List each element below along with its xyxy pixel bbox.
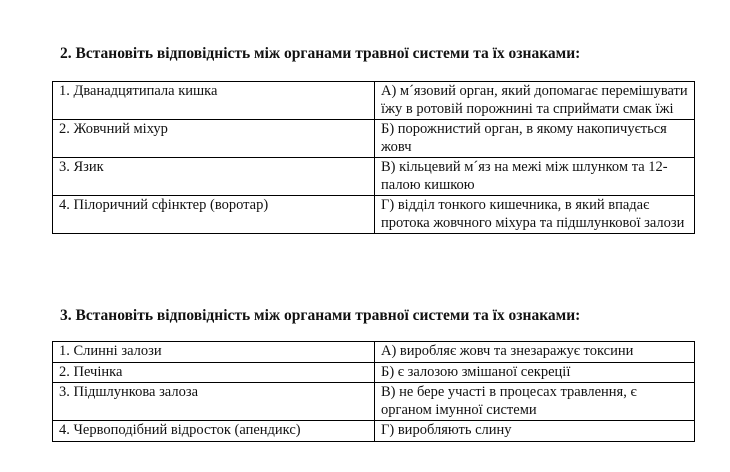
organ-cell: 4. Червоподібний відросток (апендикс) — [53, 421, 375, 442]
table-row — [53, 158, 695, 196]
feature-cell: Г) виробляють слину — [375, 421, 695, 442]
feature-cell: Б) порожнистий орган, в якому накопичується жовч — [375, 120, 695, 158]
organ-cell: 1. Дванадцятипала кишка — [53, 82, 375, 120]
feature-cell: В) не бере участі в процесах травлення, є органом імунної системи — [375, 383, 695, 421]
organ-cell: 2. Печінка — [53, 362, 375, 383]
task-2-matching-table — [52, 81, 695, 234]
table-row — [53, 421, 695, 442]
feature-cell: В) кільцевий м´яз на межі між шлунком та 12-палою кишкою — [375, 158, 695, 196]
feature-cell: А) м´язовий орган, який допомагає перемішувати їжу в ротовій порожнині та сприймати смак їжі — [375, 82, 695, 120]
table-row — [53, 383, 695, 421]
table-row — [53, 196, 695, 234]
feature-cell: Г) відділ тонкого кишечника, в який впадає протока жовчного міхура та підшлункової залози — [375, 196, 695, 234]
table-row — [53, 342, 695, 363]
organ-cell: 3. Язик — [53, 158, 375, 196]
table-row — [53, 120, 695, 158]
feature-cell: А) виробляє жовч та знезаражує токсини — [375, 342, 695, 363]
organ-cell: 2. Жовчний міхур — [53, 120, 375, 158]
task-2-heading: 2. Встановіть відповідність між органами травної системи та їх ознаками: — [60, 45, 581, 62]
table-row — [53, 82, 695, 120]
organ-cell: 4. Пілоричний сфінктер (воротар) — [53, 196, 375, 234]
task-3-matching-table — [52, 341, 695, 442]
organ-cell: 3. Підшлункова залоза — [53, 383, 375, 421]
feature-cell: Б) є залозою змішаної секреції — [375, 362, 695, 383]
table-row — [53, 362, 695, 383]
organ-cell: 1. Слинні залози — [53, 342, 375, 363]
task-3-heading: 3. Встановіть відповідність між органами травної системи та їх ознаками: — [60, 307, 581, 324]
